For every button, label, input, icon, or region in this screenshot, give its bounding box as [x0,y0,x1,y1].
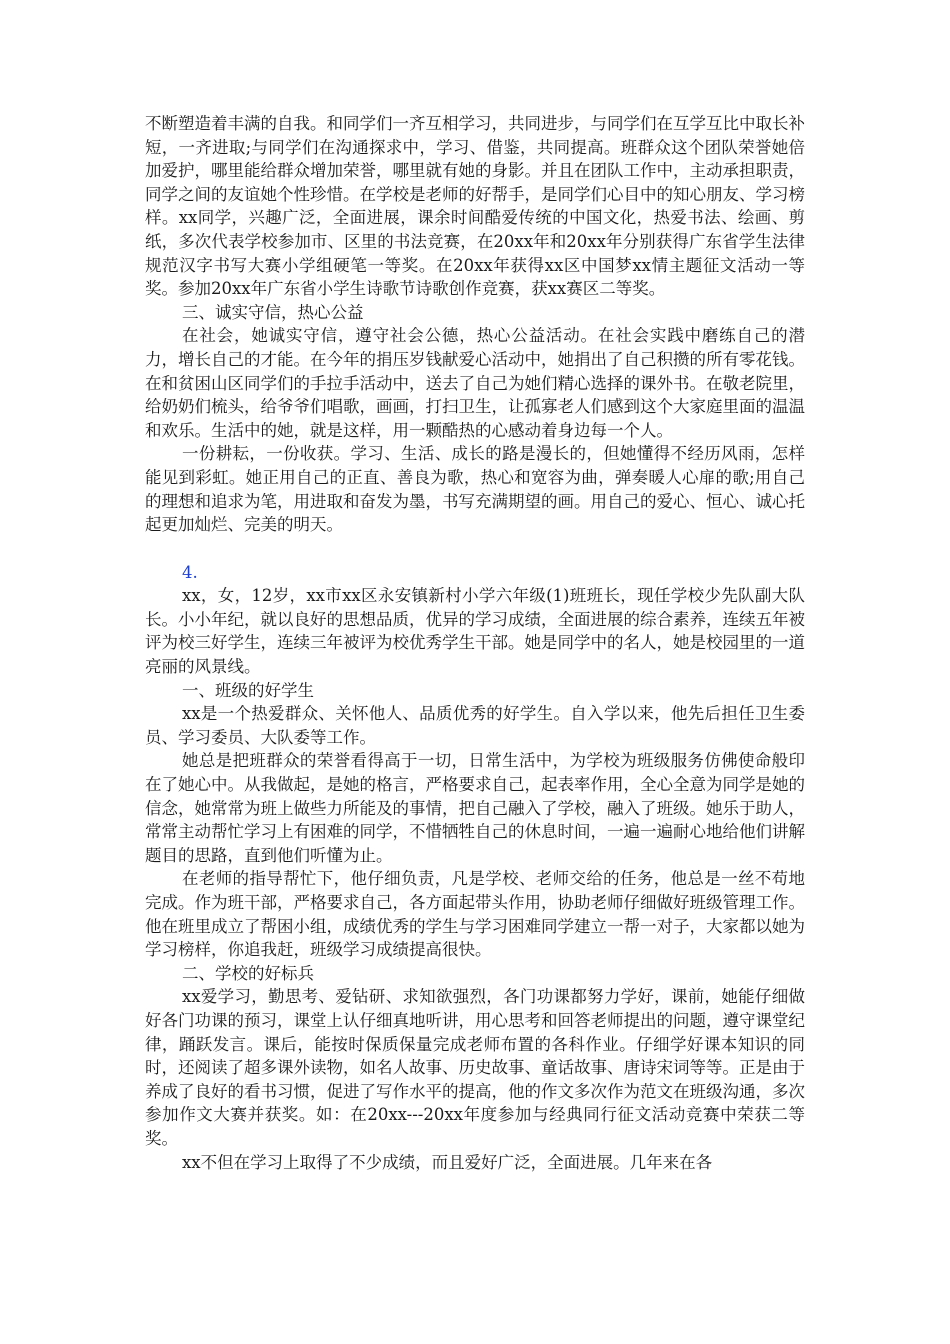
paragraph-intro: xx，女，12岁，xx市xx区永安镇新村小学六年级(1)班班长，现任学校少先队副大队长。小小年纪，就以良好的思想品质，优异的学习成绩，全面进展的综合素养，连续五年被评为校三好学生，连续三年被评为校优秀学生干部。她是同学中的名人，她是校园里的一道亮丽的风景线。 [145,586,805,677]
section-heading-honesty: 三、诚实守信，热心公益 [182,302,364,322]
document-page [145,112,805,1174]
paragraph-teacher-guidance: 在老师的指导帮忙下，他仔细负责，凡是学校、老师交给的任务，他总是一丝不苟地完成。作为班干部，严格要求自己，各方面起带头作用，协助老师仔细做好班级管理工作。他在班里成立了帮困小组，成绩优秀的学生与学习困难同学建立一帮一对子，大家都以她为学习榜样，你追我赶，班级学习成绩提高很快。 [145,869,805,960]
essay-number: 4. [182,562,198,582]
paragraph-continued: 不断塑造着丰满的自我。和同学们一齐互相学习，共同进步，与同学们在互学互比中取长补短，一齐进取;与同学们在沟通探求中，学习、借鉴，共同提高。班群众这个团队荣誉她倍加爱护，哪里能给群众增加荣誉，哪里就有她的身影。并且在团队工作中，主动承担职责，同学之间的友谊她个性珍惜。在学校是老师的好帮手，是同学们心目中的知心朋友、学习榜样。xx同学，兴趣广泛，全面进展，课余时间酷爱传统的中国文化，热爱书法、绘画、剪纸，多次代表学校参加市、区里的书法竞赛，在20xx年和20xx年分别获得广东省学生法律规范汉字书写大赛小学组硬笔一等奖。在20xx年获得xx区中国梦xx情主题征文活动一等奖。参加20xx年广东省小学生诗歌节诗歌创作竞赛，获xx赛区二等奖。 [145,114,805,299]
paragraph-study: xx爱学习，勤思考、爱钻研、求知欲强烈，各门功课都努力学好，课前，她能仔细做好各门功课的预习，课堂上认仔细真地听讲，用心思考和回答老师提出的问题，遵守课堂纪律，踊跃发言。课后，能按时保质保量完成老师布置的各科作业。仔细学好课本知识的同时，还阅读了超多课外读物，如名人故事、历史故事、童话故事、唐诗宋词等等。正是由于养成了良好的看书习惯，促进了写作水平的提高，他的作文多次作为范文在班级沟通，多次参加作文大赛并获奖。如：在20xx---20xx年度参加与经典同行征文活动竞赛中荣获二等奖。 [145,987,805,1148]
paragraph-hobbies: xx不但在学习上取得了不少成绩，而且爱好广泛，全面进展。几年来在各 [182,1152,713,1172]
section-heading-school-model: 二、学校的好标兵 [182,963,314,983]
paragraph-closing: 一份耕耘，一份收获。学习、生活、成长的路是漫长的，但她懂得不经历风雨，怎样能见到彩虹。她正用自己的正直、善良为歌，热心和宽容为曲，弹奏暖人心扉的歌;用自己的理想和追求为笔，用进取和奋发为墨，书写充满期望的画。用自己的爱心、恒心、诚心托起更加灿烂、完美的明天。 [145,444,805,535]
spacer [145,537,805,561]
paragraph-public-welfare: 在社会，她诚实守信，遵守社会公德，热心公益活动。在社会实践中磨练自己的潜力，增长自己的才能。在今年的捐压岁钱献爱心活动中，她捐出了自己积攒的所有零花钱。在和贫困山区同学们的手拉手活动中，送去了自己为她们精心选择的课外书。在敬老院里，给奶奶们梳头，给爷爷们唱歌，画画，打扫卫生，让孤寡老人们感到这个大家庭里面的温温和欢乐。生活中的她，就是这样，用一颗酷热的心感动着身边每一个人。 [145,326,805,440]
section-heading-good-student: 一、班级的好学生 [182,680,314,700]
paragraph-class-honor: 她总是把班群众的荣誉看得高于一切，日常生活中，为学校为班级服务仿佛使命般印在了她心中。从我做起，是她的格言，严格要求自己，起表率作用，全心全意为同学是她的信念，她常常为班上做些力所能及的事情，把自己融入了学校，融入了班级。她乐于助人，常常主动帮忙学习上有困难的同学，不惜牺牲自己的休息时间，一遍一遍耐心地给他们讲解题目的思路，直到他们听懂为止。 [145,751,805,865]
paragraph-roles: xx是一个热爱群众、关怀他人、品质优秀的好学生。自入学以来，他先后担任卫生委员、学习委员、大队委等工作。 [145,704,805,747]
